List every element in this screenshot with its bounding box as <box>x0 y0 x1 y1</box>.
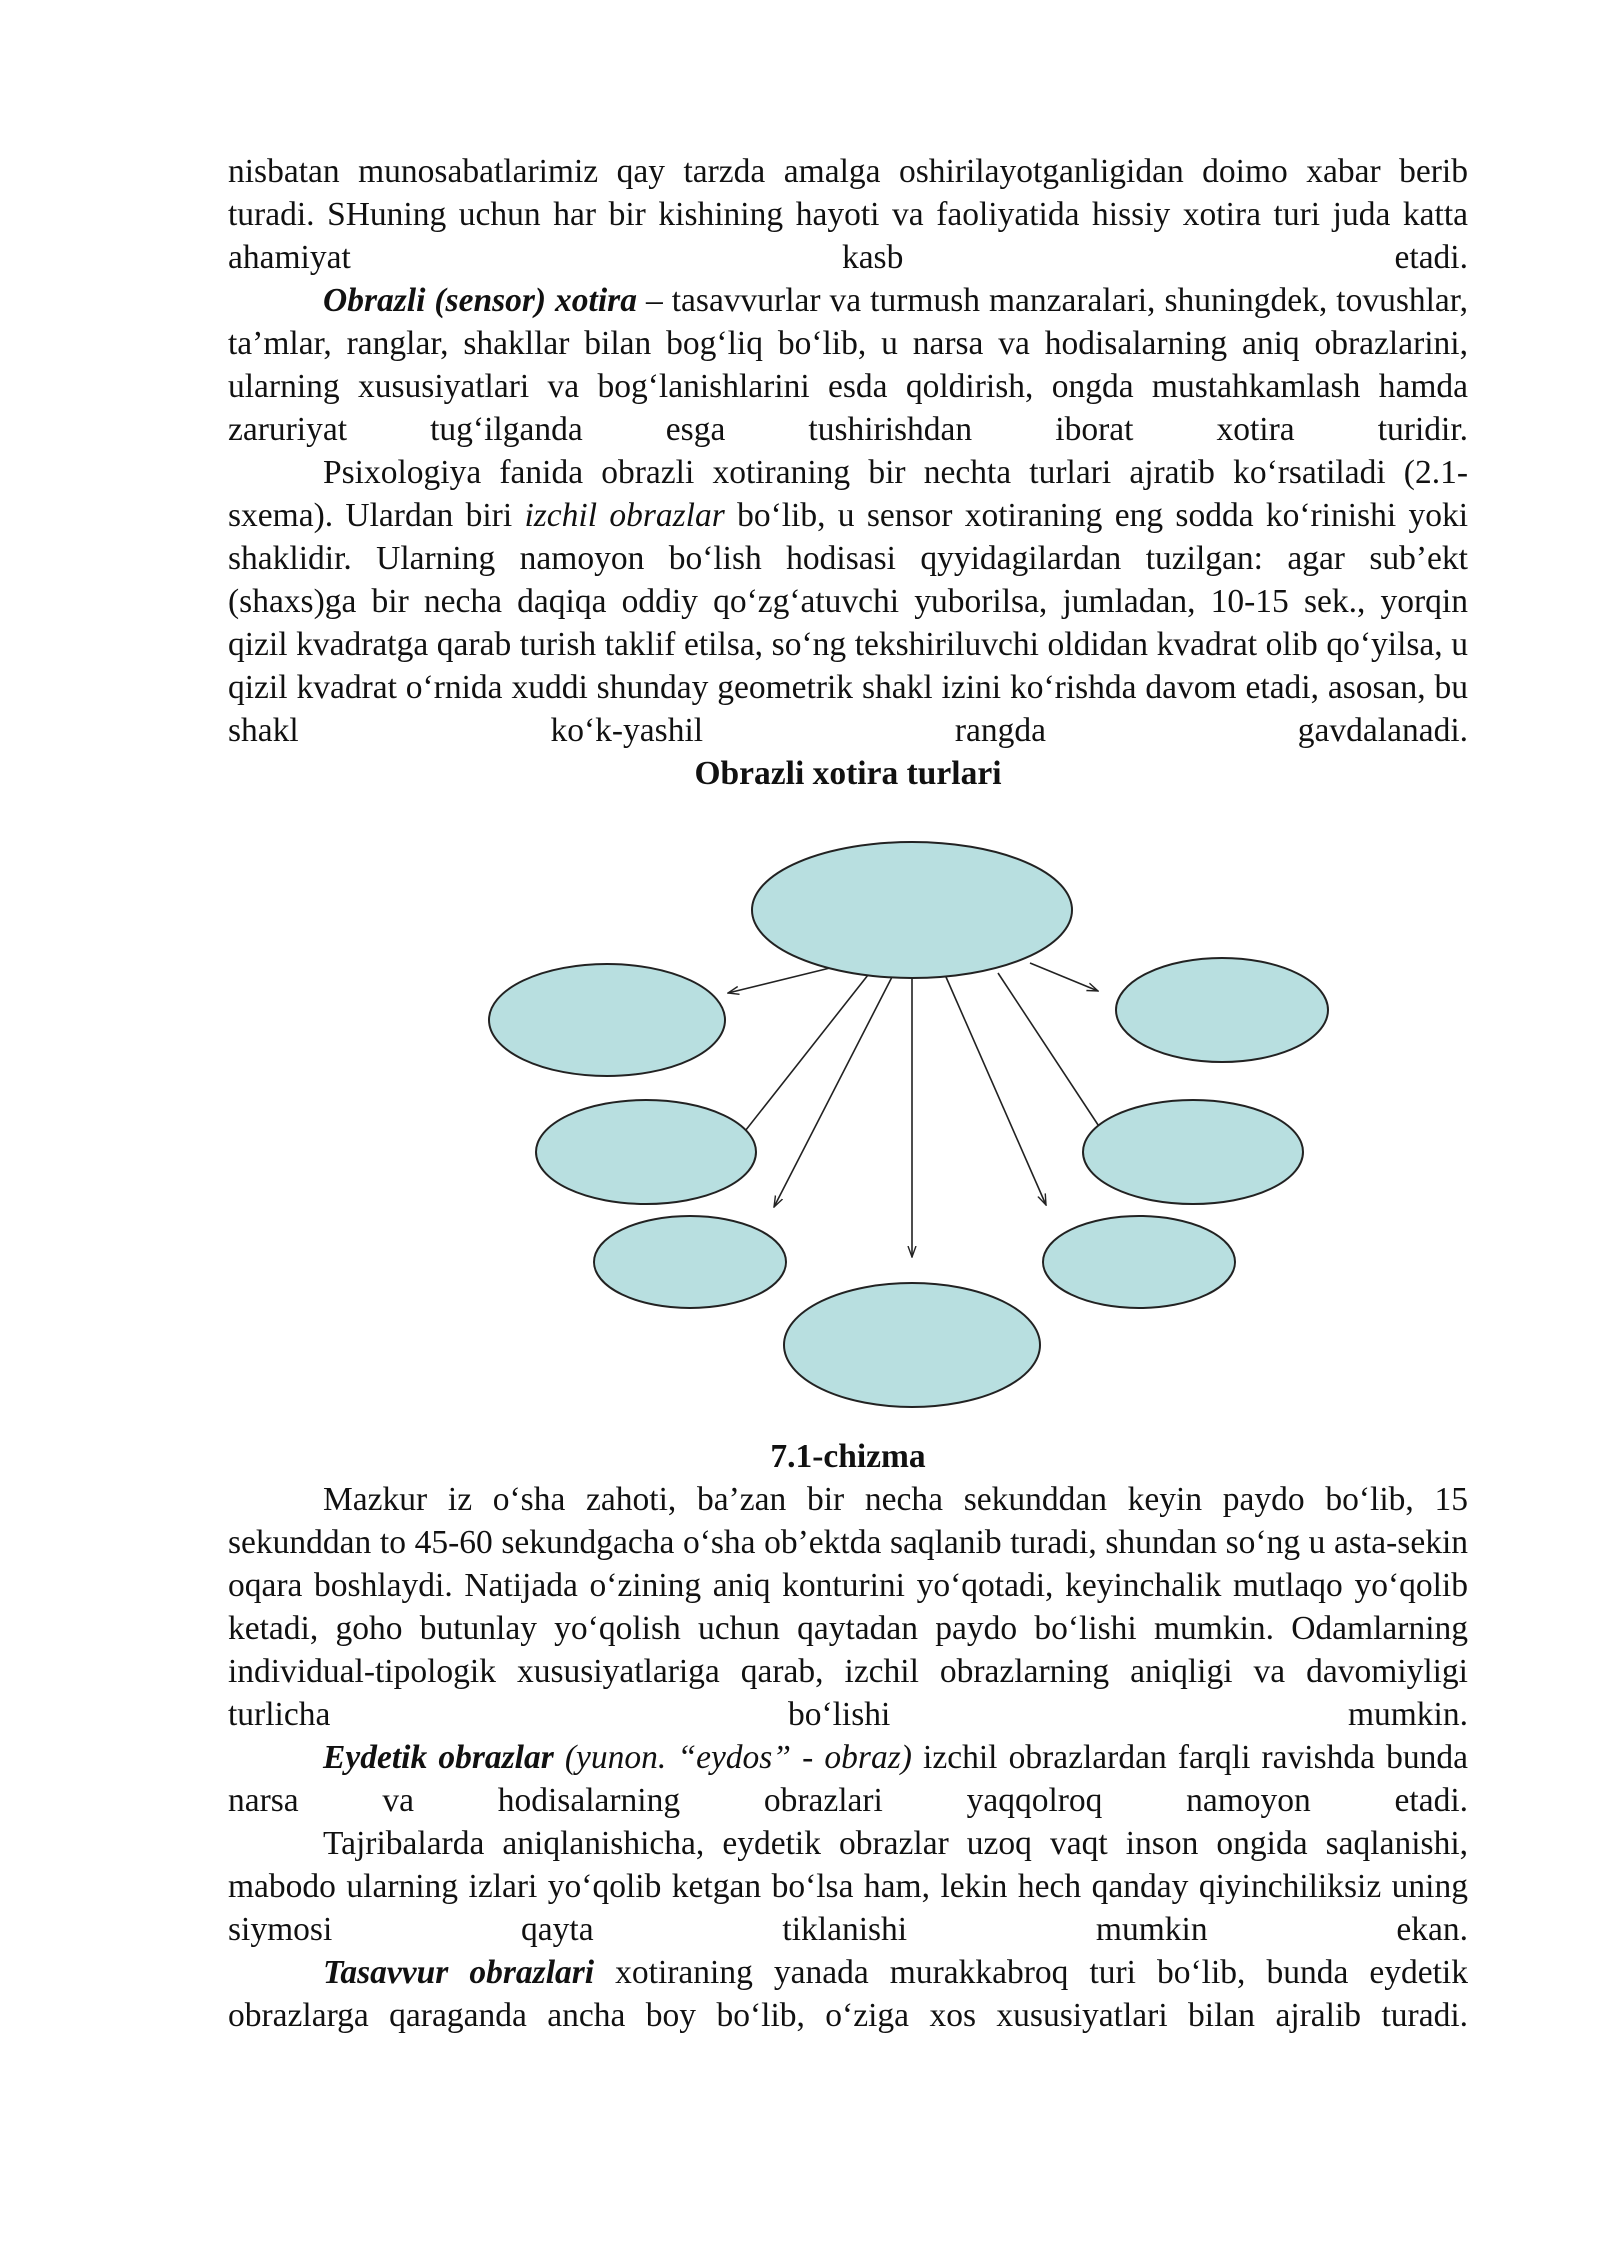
arrow-to-mid-right <box>998 973 1108 1140</box>
node-mid-left <box>536 1100 756 1204</box>
paragraph-1 <box>228 150 1468 279</box>
node-low-right <box>1043 1216 1235 1308</box>
arrow-to-low-left <box>774 977 892 1207</box>
paragraph-4-text: Mazkur iz o‘sha zahoti, ba’zan bir necha sekunddan keyin paydo bo‘lib, 15 sekunddan to 45-60 sekundgacha o‘sha ob’ektda saqlanib turadi, shundan so‘ng u asta-sekin oqara boshlaydi. Natijada o‘zining aniq konturini yo‘qotadi, keyinchalik mutlaqo yo‘qolib ketadi, goho butunlay yo‘qolish uchun qaytadan paydo bo‘lishi mumkin. Odamlarning individual-tipologik xususiyatlariga qarab, izchil obrazlarning aniqligi va davomiyligi turlicha bo‘lishi mumkin. <box>228 1481 1468 1733</box>
diagram-title: Obrazli xotira turlari <box>694 755 1002 792</box>
term-obrazli-xotira: Obrazli (sensor) xotira <box>323 282 637 319</box>
paragraph-3 <box>228 451 1468 752</box>
arrow-to-low-right <box>946 977 1046 1205</box>
node-bottom <box>784 1283 1040 1407</box>
node-top-right <box>1116 958 1328 1062</box>
diagram-nodes <box>489 842 1328 1407</box>
diagram-svg <box>228 795 1468 1435</box>
paragraph-3-text-b: bo‘lib, u sensor xotiraning eng sodda ko‘rinishi yoki shaklidir. Ularning namoyon bo‘lish hodisasi qyyidagilardan tuzilgan: agar sub’ekt (shaxs)ga bir necha daqiqa oddiy qo‘zg‘atuvchi yuborilsa, jumladan, 10-15 sek., yorqin qizil kvadratga qarab turish taklif etilsa, so‘ng tekshiriluvchi oldidan kvadrat olib qo‘yilsa, u qizil kvadrat o‘rnida xuddi shunday geometrik shakl izini ko‘rishda davom etadi, asosan, bu shakl ko‘k-yashil rangda gavdalanadi. <box>228 497 1469 749</box>
paragraph-5 <box>228 1736 1468 1822</box>
term-tasavvur-obrazlari: Tasavvur obrazlari <box>323 1954 595 1991</box>
term-eydetik-obrazlar: Eydetik obrazlar <box>323 1739 554 1776</box>
paragraph-7-text: xotiraning yanada murakkabroq turi bo‘lib, bunda eydetik obrazlarga qaraganda ancha boy bo‘lib, o‘ziga xos xususiyatlari bilan ajralib turadi. <box>228 1954 1468 2034</box>
paragraph-5-text: izchil obrazlardan farqli ravishda bunda narsa va hodisalarning obrazlari yaqqolroq namoyon etadi. <box>228 1739 1469 1819</box>
paragraph-7 <box>228 1951 1468 2037</box>
node-top-left <box>489 964 725 1076</box>
node-center <box>752 842 1072 978</box>
diagram-connectors <box>728 963 1108 1257</box>
paragraph-4 <box>228 1478 1468 1736</box>
node-low-left <box>594 1216 786 1308</box>
term-eydos-note: (yunon. “eydos” - obraz) <box>553 1739 912 1776</box>
node-mid-right <box>1083 1100 1303 1204</box>
diagram <box>228 795 1468 1435</box>
arrow-to-mid-left <box>738 975 868 1140</box>
arrow-to-top-right <box>1030 963 1098 991</box>
diagram-caption: 7.1-chizma <box>770 1438 926 1475</box>
paragraph-1-text: nisbatan munosabatlarimiz qay tarzda amalga oshirilayotganligidan doimo xabar berib turadi. SHuning uchun har bir kishining hayoti va faoliyatida hissiy xotira turi juda katta ahamiyat kasb etadi. <box>228 153 1468 276</box>
paragraph-3-text-a: Psixologiya fanida obrazli xotiraning bir nechta turlari ajratib ko‘rsatiladi (2.1-sxema). Ulardan biri <box>228 454 1468 534</box>
paragraph-2-text: – tasavvurlar va turmush manzaralari, shuningdek, tovushlar, ta’mlar, ranglar, shakllar bilan bog‘liq bo‘lib, u narsa va hodisalarning aniq obrazlarini, ularning xususiyatlari va bog‘lanishlarini esda qoldirish, ongda mustahkamlash hamda zaruriyat tug‘ilganda esga tushirishdan iborat xotira turidir. <box>228 282 1468 448</box>
term-izchil-obrazlar: izchil obrazlar <box>524 497 725 534</box>
document-page <box>228 150 1468 2037</box>
paragraph-2 <box>228 279 1468 451</box>
paragraph-6 <box>228 1822 1468 1951</box>
paragraph-6-text: Tajribalarda aniqlanishicha, eydetik obrazlar uzoq vaqt inson ongida saqlanishi, mabodo ularning izlari yo‘qolib ketgan bo‘lsa ham, lekin hech qanday qiyinchiliksiz uning siymosi qayta tiklanishi mumkin ekan. <box>228 1825 1468 1948</box>
arrow-to-top-left <box>728 967 834 993</box>
